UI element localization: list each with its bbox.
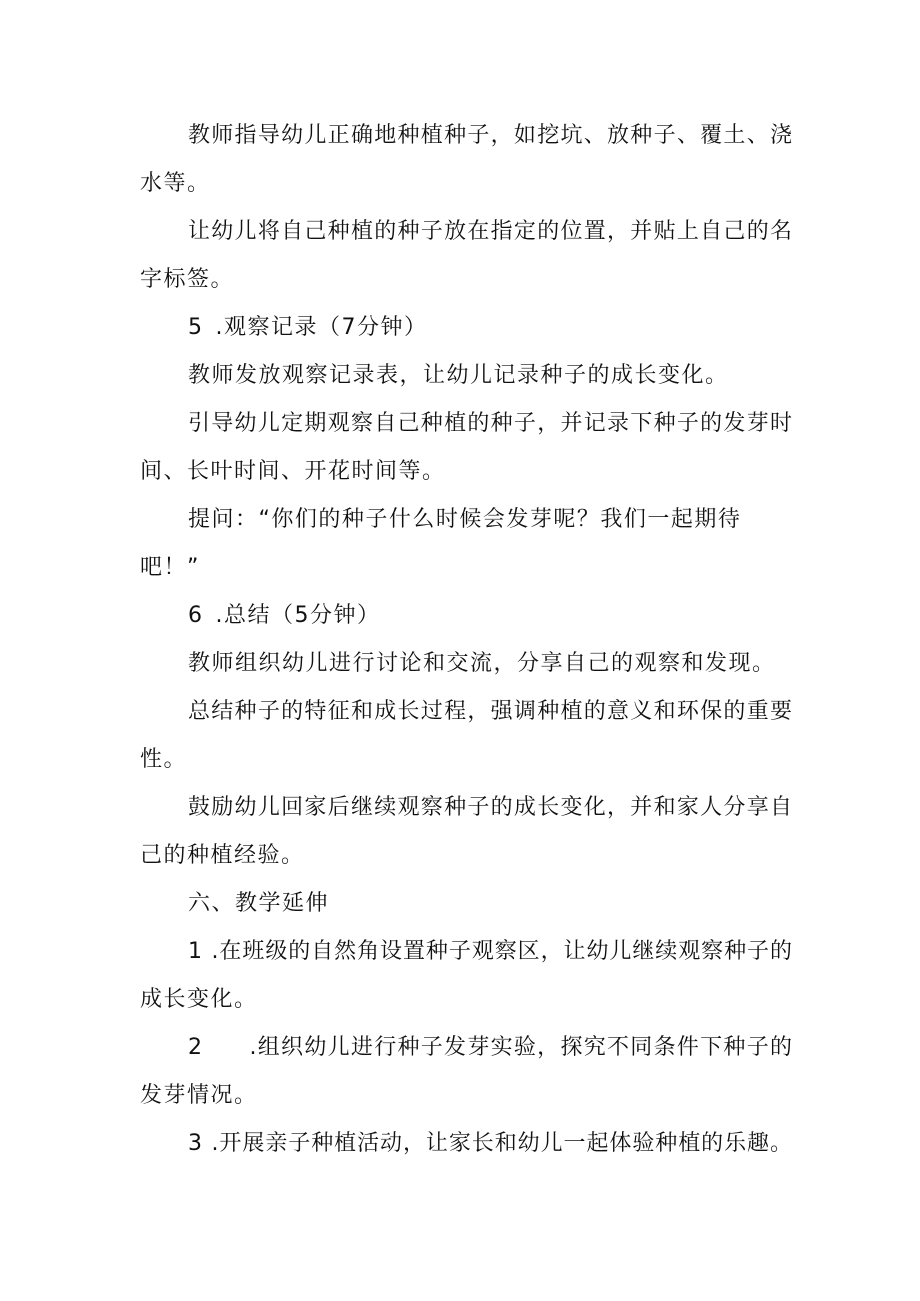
paragraph-summarize-line2: 性。 bbox=[140, 747, 188, 772]
paragraph-planting-guidance-line2: 水等。 bbox=[140, 171, 211, 196]
item-number: 2 bbox=[188, 1035, 204, 1060]
paragraph-record-sheet: 教师发放观察记录表，让幼儿记录种子的成长变化。 bbox=[188, 363, 729, 388]
extension-item-2-line2: 发芽情况。 bbox=[140, 1083, 258, 1108]
paragraph-planting-guidance-line1: 教师指导幼儿正确地种植种子，如挖坑、放种子、覆土、浇 bbox=[188, 123, 792, 148]
paragraph-question-line1: 提问：“你们的种子什么时候会发芽呢？我们一起期待 bbox=[188, 507, 742, 532]
heading-summary bbox=[188, 602, 381, 630]
extension-item-1-line1 bbox=[188, 938, 792, 966]
item-text: .组织幼儿进行种子发芽实验，探究不同条件下种子的 bbox=[249, 1035, 792, 1060]
heading-text: .总结（5分钟） bbox=[215, 603, 381, 628]
heading-number: 6 bbox=[188, 603, 204, 628]
heading-observation-record bbox=[188, 314, 428, 342]
paragraph-label-seeds-line2: 字标签。 bbox=[140, 267, 235, 292]
paragraph-encourage-line1: 鼓励幼儿回家后继续观察种子的成长变化，并和家人分享自 bbox=[188, 795, 792, 820]
extension-item-2-line1 bbox=[188, 1034, 792, 1062]
paragraph-observe-regularly-line1: 引导幼儿定期观察自己种植的种子，并记录下种子的发芽时 bbox=[188, 411, 792, 436]
paragraph-summarize-line1: 总结种子的特征和成长过程，强调种植的意义和环保的重要 bbox=[188, 699, 792, 724]
paragraph-discussion: 教师组织幼儿进行讨论和交流，分享自己的观察和发现。 bbox=[188, 651, 776, 676]
paragraph-encourage-line2: 己的种植经验。 bbox=[140, 843, 305, 868]
paragraph-label-seeds-line1: 让幼儿将自己种植的种子放在指定的位置，并贴上自己的名 bbox=[188, 219, 792, 244]
section-title-teaching-extension: 六、教学延伸 bbox=[188, 891, 330, 916]
item-number: 3 bbox=[188, 1131, 204, 1156]
item-text: .在班级的自然角设置种子观察区，让幼儿继续观察种子的 bbox=[211, 939, 792, 964]
item-number: 1 bbox=[188, 939, 204, 964]
extension-item-1-line2: 成长变化。 bbox=[140, 987, 258, 1012]
paragraph-observe-regularly-line2: 间、长叶时间、开花时间等。 bbox=[140, 459, 446, 484]
item-text: .开展亲子种植活动，让家长和幼儿一起体验种植的乐趣。 bbox=[211, 1131, 792, 1156]
extension-item-3-line1 bbox=[188, 1130, 792, 1158]
heading-number: 5 bbox=[188, 315, 204, 340]
paragraph-question-line2: 吧！” bbox=[140, 555, 200, 580]
heading-text: .观察记录（7分钟） bbox=[215, 315, 428, 340]
